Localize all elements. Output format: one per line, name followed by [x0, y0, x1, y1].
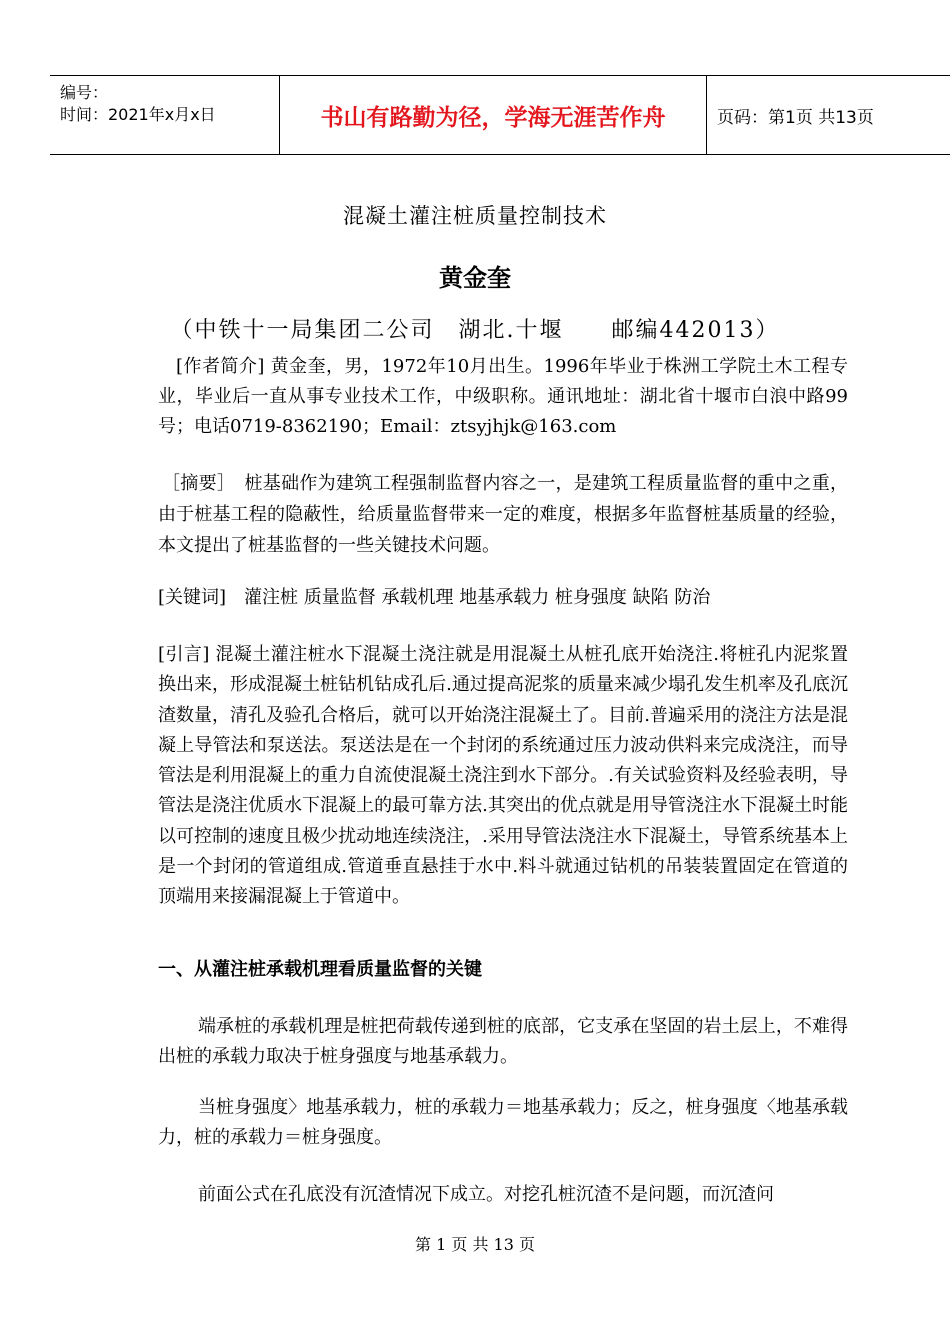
page-footer: 第 1 页 共 13 页	[415, 1235, 535, 1254]
header-page-cell	[707, 76, 950, 154]
page-info: 页码：第1页 共13页	[717, 107, 874, 128]
header-table	[50, 75, 950, 155]
body-paragraph: 端承桩的承载机理是桩把荷载传递到桩的底部，它支承在坚固的岩土层上，不难得出桩的承载力取决于桩身强度与地基承载力。	[158, 1016, 848, 1067]
document-title: 混凝土灌注桩质量控制技术	[343, 204, 607, 228]
body-paragraph: 前面公式在孔底没有沉渣情况下成立。对挖孔桩沉渣不是问题，而沉渣问	[198, 1184, 774, 1205]
keywords-line: [关键词] 灌注桩 质量监督 承载机理 地基承载力 桩身强度 缺陷 防治	[158, 587, 711, 608]
author-name: 黄金奎	[439, 264, 511, 292]
body-paragraph: 当桩身强度〉地基承载力，桩的承载力＝地基承载力；反之，桩身强度〈地基承载力，桩的承载力＝桩身强度。	[158, 1097, 848, 1148]
header-motto-cell	[280, 76, 707, 154]
author-intro-paragraph: [作者简介] 黄金奎，男，1972年10月出生。1996年毕业于株洲工学院土木工程专业，毕业后一直从事专业技术工作，中级职称。通讯地址：湖北省十堰市白浪中路99号；电话0719-8362190；Email：ztsyjhjk@163.com	[158, 356, 848, 437]
preface-paragraph: [引言] 混凝土灌注桩水下混凝土浇注就是用混凝土从桩孔底开始浇注.将桩孔内泥浆置换出来，形成混凝土桩钻机钻成孔后.通过提高泥浆的质量来减少塌孔发生机率及孔底沉渣数量，清孔及验孔合格后，就可以开始浇注混凝土了。目前.普遍采用的浇注方法是混凝上导管法和泵送法。泵送法是在一个封闭的系统通过压力波动供料来完成浇注，而导管法是利用混凝上的重力自流使混凝土浇注到水下部分。.有关试验资料及经验表明，导管法是浇注优质水下混凝上的最可靠方法.其突出的优点就是用导管浇注水下混凝土时能以可控制的速度且极少扰动地连续浇注，.采用导管法浇注水下混凝土，导管系统基本上是一个封闭的管道组成.管道垂直悬挂于水中.料斗就通过钻机的吊装装置固定在管道的顶端用来接漏混凝上于管道中。	[158, 644, 848, 908]
header-meta-cell	[50, 76, 280, 154]
time-label: 时间：2021年x月x日	[60, 105, 216, 124]
author-affiliation: （中铁十一局集团二公司 湖北.十堰 邮编442013）	[170, 318, 780, 343]
motto-text: 书山有路勤为径，学海无涯苦作舟	[320, 104, 666, 131]
number-label: 编号：	[60, 83, 109, 102]
abstract-paragraph: ［摘要］ 桩基础作为建筑工程强制监督内容之一，是建筑工程质量监督的重中之重，由于桩基工程的隐蔽性，给质量监督带来一定的难度，根据多年监督桩基质量的经验，本文提出了桩基监督的一些关键技术问题。	[158, 473, 848, 556]
section-heading: 一、从灌注桩承载机理看质量监督的关键	[158, 959, 482, 980]
